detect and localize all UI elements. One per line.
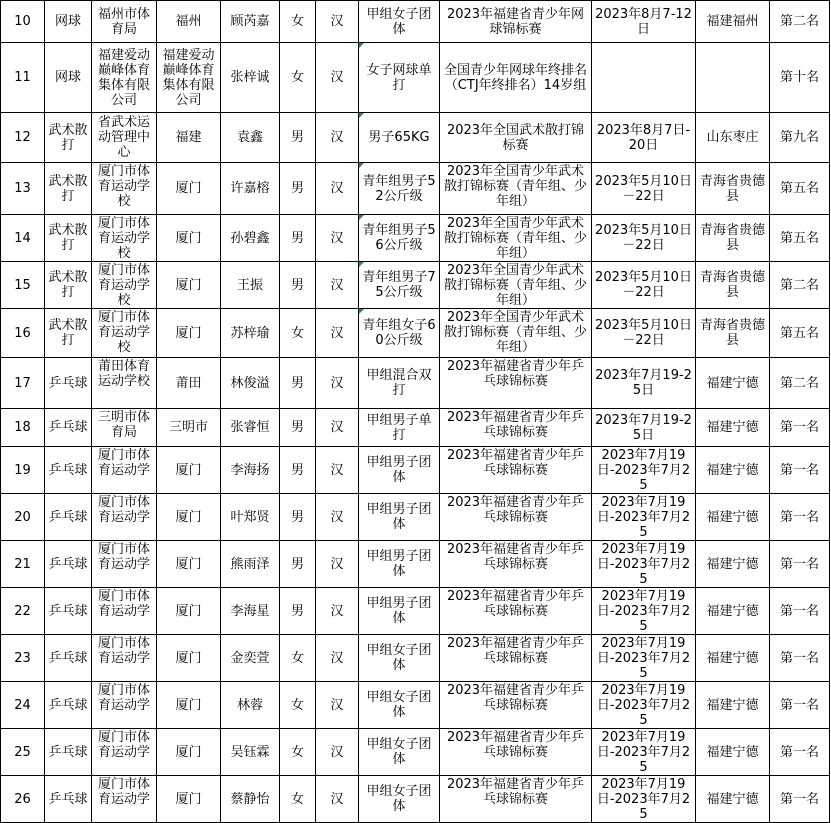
cell-ethnicity[interactable]: 汉: [316, 43, 359, 113]
cell-date[interactable]: 2023年8月7日-20日: [592, 113, 696, 163]
cell-date[interactable]: 2023年7月19日-2023年7月25: [592, 682, 696, 729]
cell-competition[interactable]: 全国青少年网球年终排名（CTJ年终排名）14岁组: [440, 43, 592, 113]
cell-no[interactable]: 15: [1, 262, 45, 309]
cell-event[interactable]: 甲组男子团体: [359, 494, 440, 541]
cell-ethnicity[interactable]: 汉: [316, 635, 359, 682]
cell-no[interactable]: 11: [1, 43, 45, 113]
cell-competition[interactable]: 2023年福建省青少年乒乓球锦标赛: [440, 409, 592, 447]
cell-event[interactable]: 青年组男子75公斤级: [359, 262, 440, 309]
cell-athlete-name[interactable]: 蔡静怡: [221, 776, 280, 823]
cell-no[interactable]: 16: [1, 309, 45, 358]
cell-unit[interactable]: 省武术运动管理中心: [92, 113, 157, 163]
cell-date[interactable]: 2023年7月19-25日: [592, 409, 696, 447]
cell-ethnicity[interactable]: 汉: [316, 682, 359, 729]
cell-rank[interactable]: 第九名: [770, 113, 830, 163]
table-row: [1, 635, 830, 682]
cell-no[interactable]: 12: [1, 113, 45, 163]
cell-athlete-name[interactable]: 林俊溢: [221, 358, 280, 409]
cell-competition[interactable]: 2023年福建省青少年乒乓球锦标赛: [440, 729, 592, 776]
cell-gender[interactable]: 男: [280, 358, 316, 409]
cell-date[interactable]: 2023年7月19-25日: [592, 358, 696, 409]
cell-gender[interactable]: 女: [280, 635, 316, 682]
cell-venue[interactable]: 福建宁德: [696, 409, 770, 447]
cell-athlete-name[interactable]: 许嘉榕: [221, 163, 280, 215]
table-row: [1, 447, 830, 494]
cell-venue[interactable]: [696, 43, 770, 113]
cell-gender[interactable]: 男: [280, 163, 316, 215]
cell-ethnicity[interactable]: 汉: [316, 729, 359, 776]
cell-no[interactable]: 23: [1, 635, 45, 682]
cell-gender[interactable]: 女: [280, 1, 316, 43]
cell-gender[interactable]: 男: [280, 447, 316, 494]
cell-sport[interactable]: 网球: [45, 1, 92, 43]
cell-athlete-name[interactable]: 王振: [221, 262, 280, 309]
cell-ethnicity[interactable]: 汉: [316, 163, 359, 215]
cell-event[interactable]: 甲组混合双打: [359, 358, 440, 409]
table-row: [1, 682, 830, 729]
cell-competition[interactable]: 2023年福建省青少年乒乓球锦标赛: [440, 635, 592, 682]
cell-sport[interactable]: 武术散打: [45, 215, 92, 262]
table-row: [1, 358, 830, 409]
cell-athlete-name[interactable]: 张梓诚: [221, 43, 280, 113]
cell-athlete-name[interactable]: 李海扬: [221, 447, 280, 494]
cell-date[interactable]: 2023年7月19日-2023年7月25: [592, 541, 696, 588]
cell-city[interactable]: 福建: [157, 113, 221, 163]
cell-city[interactable]: 厦门: [157, 541, 221, 588]
cell-date[interactable]: 2023年7月19日-2023年7月25: [592, 494, 696, 541]
cell-unit[interactable]: 厦门市体育运动学: [92, 776, 157, 823]
cell-competition[interactable]: 2023年福建省青少年乒乓球锦标赛: [440, 588, 592, 635]
cell-no[interactable]: 13: [1, 163, 45, 215]
cell-athlete-name[interactable]: 孙碧鑫: [221, 215, 280, 262]
cell-unit[interactable]: 莆田体育运动学校: [92, 358, 157, 409]
cell-gender[interactable]: 女: [280, 729, 316, 776]
table-body: [1, 1, 830, 823]
cell-athlete-name[interactable]: 林蓉: [221, 682, 280, 729]
cell-date[interactable]: [592, 43, 696, 113]
cell-event[interactable]: 甲组女子团体: [359, 776, 440, 823]
cell-no[interactable]: 25: [1, 729, 45, 776]
cell-sport[interactable]: 乒乓球: [45, 541, 92, 588]
table-row: [1, 729, 830, 776]
cell-sport[interactable]: 网球: [45, 43, 92, 113]
cell-venue[interactable]: 福建福州: [696, 1, 770, 43]
cell-city[interactable]: 厦门: [157, 776, 221, 823]
cell-date[interactable]: 2023年8月7-12日: [592, 1, 696, 43]
cell-city[interactable]: 厦门: [157, 682, 221, 729]
cell-event[interactable]: 青年组男子52公斤级: [359, 163, 440, 215]
cell-city[interactable]: 莆田: [157, 358, 221, 409]
cell-athlete-name[interactable]: 袁鑫: [221, 113, 280, 163]
cell-rank[interactable]: 第一名: [770, 494, 830, 541]
cell-no[interactable]: 24: [1, 682, 45, 729]
cell-date[interactable]: 2023年7月19日-2023年7月25: [592, 729, 696, 776]
cell-city[interactable]: 厦门: [157, 309, 221, 358]
cell-unit[interactable]: 福建爱动巅峰体育集体有限公司: [92, 43, 157, 113]
cell-competition[interactable]: 2023年福建省青少年乒乓球锦标赛: [440, 776, 592, 823]
cell-event[interactable]: 女子网球单打: [359, 43, 440, 113]
cell-date[interactable]: 2023年7月19日-2023年7月25: [592, 447, 696, 494]
cell-ethnicity[interactable]: 汉: [316, 494, 359, 541]
cell-unit[interactable]: 厦门市体育运动学: [92, 541, 157, 588]
cell-city[interactable]: 三明市: [157, 409, 221, 447]
cell-venue[interactable]: 青海省贵德县: [696, 215, 770, 262]
cell-city[interactable]: 厦门: [157, 588, 221, 635]
cell-rank[interactable]: 第五名: [770, 309, 830, 358]
cell-venue[interactable]: 福建宁德: [696, 776, 770, 823]
cell-competition[interactable]: 2023年全国青少年武术散打锦标赛（青年组、少年组）: [440, 262, 592, 309]
cell-gender[interactable]: 女: [280, 309, 316, 358]
cell-no[interactable]: 17: [1, 358, 45, 409]
cell-date[interactable]: 2023年5月10日－22日: [592, 215, 696, 262]
cell-sport[interactable]: 乒乓球: [45, 409, 92, 447]
cell-ethnicity[interactable]: 汉: [316, 1, 359, 43]
cell-rank[interactable]: 第二名: [770, 262, 830, 309]
cell-event[interactable]: 男子65KG: [359, 113, 440, 163]
table-row: [1, 541, 830, 588]
cell-unit[interactable]: 厦门市体育运动学: [92, 682, 157, 729]
cell-competition[interactable]: 2023年全国青少年武术散打锦标赛（青年组、少年组）: [440, 163, 592, 215]
cell-no[interactable]: 21: [1, 541, 45, 588]
cell-event[interactable]: 甲组男子团体: [359, 588, 440, 635]
cell-venue[interactable]: 青海省贵德县: [696, 309, 770, 358]
cell-event[interactable]: 青年组男子56公斤级: [359, 215, 440, 262]
table-row: [1, 113, 830, 163]
cell-ethnicity[interactable]: 汉: [316, 358, 359, 409]
cell-no[interactable]: 19: [1, 447, 45, 494]
cell-event[interactable]: 甲组女子团体: [359, 729, 440, 776]
cell-no[interactable]: 18: [1, 409, 45, 447]
cell-sport[interactable]: 武术散打: [45, 309, 92, 358]
cell-city[interactable]: 厦门: [157, 215, 221, 262]
cell-unit[interactable]: 厦门市体育运动学校: [92, 163, 157, 215]
cell-rank[interactable]: 第一名: [770, 588, 830, 635]
cell-gender[interactable]: 女: [280, 682, 316, 729]
cell-rank[interactable]: 第二名: [770, 358, 830, 409]
cell-no[interactable]: 26: [1, 776, 45, 823]
cell-sport[interactable]: 乒乓球: [45, 635, 92, 682]
cell-city[interactable]: 厦门: [157, 729, 221, 776]
cell-unit[interactable]: 三明市体育局: [92, 409, 157, 447]
cell-unit[interactable]: 厦门市体育运动学: [92, 635, 157, 682]
table-row: [1, 309, 830, 358]
cell-sport[interactable]: 武术散打: [45, 113, 92, 163]
cell-ethnicity[interactable]: 汉: [316, 215, 359, 262]
cell-venue[interactable]: 福建宁德: [696, 541, 770, 588]
cell-competition[interactable]: 2023年全国青少年武术散打锦标赛（青年组、少年组）: [440, 309, 592, 358]
cell-date[interactable]: 2023年5月10日－22日: [592, 309, 696, 358]
cell-athlete-name[interactable]: 顾芮嘉: [221, 1, 280, 43]
cell-city[interactable]: 福州: [157, 1, 221, 43]
cell-unit[interactable]: 厦门市体育运动学校: [92, 262, 157, 309]
cell-rank[interactable]: 第五名: [770, 215, 830, 262]
cell-rank[interactable]: 第一名: [770, 409, 830, 447]
cell-unit[interactable]: 福州市体育局: [92, 1, 157, 43]
cell-rank[interactable]: 第一名: [770, 682, 830, 729]
cell-rank[interactable]: 第一名: [770, 635, 830, 682]
cell-venue[interactable]: 青海省贵德县: [696, 163, 770, 215]
cell-event[interactable]: 甲组男子团体: [359, 447, 440, 494]
cell-gender[interactable]: 男: [280, 262, 316, 309]
cell-date[interactable]: 2023年5月10日－22日: [592, 262, 696, 309]
cell-competition[interactable]: 2023年全国武术散打锦标赛: [440, 113, 592, 163]
cell-venue[interactable]: 福建宁德: [696, 588, 770, 635]
cell-athlete-name[interactable]: 熊雨泽: [221, 541, 280, 588]
table-row: [1, 1, 830, 43]
cell-athlete-name[interactable]: 金奕萱: [221, 635, 280, 682]
cell-no[interactable]: 10: [1, 1, 45, 43]
cell-sport[interactable]: 武术散打: [45, 163, 92, 215]
cell-gender[interactable]: 男: [280, 113, 316, 163]
cell-unit[interactable]: 厦门市体育运动学: [92, 494, 157, 541]
cell-date[interactable]: 2023年5月10日－22日: [592, 163, 696, 215]
cell-venue[interactable]: 山东枣庄: [696, 113, 770, 163]
cell-rank[interactable]: 第二名: [770, 1, 830, 43]
cell-gender[interactable]: 男: [280, 541, 316, 588]
cell-city[interactable]: 厦门: [157, 262, 221, 309]
cell-unit[interactable]: 厦门市体育运动学: [92, 729, 157, 776]
table-row: [1, 776, 830, 823]
cell-no[interactable]: 20: [1, 494, 45, 541]
table-row: [1, 163, 830, 215]
cell-event[interactable]: 甲组男子单打: [359, 409, 440, 447]
cell-date[interactable]: 2023年7月19日-2023年7月25: [592, 588, 696, 635]
cell-sport[interactable]: 乒乓球: [45, 729, 92, 776]
cell-venue[interactable]: 福建宁德: [696, 635, 770, 682]
cell-rank[interactable]: 第十名: [770, 43, 830, 113]
cell-venue[interactable]: 福建宁德: [696, 358, 770, 409]
cell-no[interactable]: 14: [1, 215, 45, 262]
cell-gender[interactable]: 男: [280, 588, 316, 635]
cell-city[interactable]: 厦门: [157, 635, 221, 682]
cell-venue[interactable]: 青海省贵德县: [696, 262, 770, 309]
cell-sport[interactable]: 乒乓球: [45, 494, 92, 541]
cell-competition[interactable]: 2023年福建省青少年乒乓球锦标赛: [440, 541, 592, 588]
cell-gender[interactable]: 女: [280, 43, 316, 113]
cell-sport[interactable]: 乒乓球: [45, 588, 92, 635]
table-row: [1, 215, 830, 262]
cell-event[interactable]: 甲组女子团体: [359, 682, 440, 729]
cell-ethnicity[interactable]: 汉: [316, 262, 359, 309]
cell-rank[interactable]: 第五名: [770, 163, 830, 215]
cell-athlete-name[interactable]: 叶郑贤: [221, 494, 280, 541]
cell-venue[interactable]: 福建宁德: [696, 447, 770, 494]
cell-rank[interactable]: 第一名: [770, 541, 830, 588]
cell-city[interactable]: 福建爱动巅峰体育集体有限公司: [157, 43, 221, 113]
cell-ethnicity[interactable]: 汉: [316, 541, 359, 588]
cell-city[interactable]: 厦门: [157, 163, 221, 215]
cell-competition[interactable]: 2023年福建省青少年乒乓球锦标赛: [440, 358, 592, 409]
cell-unit[interactable]: 厦门市体育运动学校: [92, 215, 157, 262]
cell-gender[interactable]: 男: [280, 215, 316, 262]
cell-rank[interactable]: 第一名: [770, 447, 830, 494]
cell-unit[interactable]: 厦门市体育运动学校: [92, 309, 157, 358]
cell-sport[interactable]: 武术散打: [45, 262, 92, 309]
cell-city[interactable]: 厦门: [157, 494, 221, 541]
cell-competition[interactable]: 2023年福建省青少年乒乓球锦标赛: [440, 494, 592, 541]
cell-unit[interactable]: 厦门市体育运动学: [92, 588, 157, 635]
cell-ethnicity[interactable]: 汉: [316, 588, 359, 635]
cell-sport[interactable]: 乒乓球: [45, 358, 92, 409]
cell-date[interactable]: 2023年7月19日-2023年7月25: [592, 635, 696, 682]
cell-rank[interactable]: 第一名: [770, 776, 830, 823]
cell-unit[interactable]: 厦门市体育运动学: [92, 447, 157, 494]
cell-ethnicity[interactable]: 汉: [316, 113, 359, 163]
cell-no[interactable]: 22: [1, 588, 45, 635]
cell-event[interactable]: 甲组女子团体: [359, 1, 440, 43]
cell-venue[interactable]: 福建宁德: [696, 682, 770, 729]
cell-ethnicity[interactable]: 汉: [316, 309, 359, 358]
table-row: [1, 494, 830, 541]
cell-venue[interactable]: 福建宁德: [696, 494, 770, 541]
table-row: [1, 262, 830, 309]
cell-ethnicity[interactable]: 汉: [316, 409, 359, 447]
cell-athlete-name[interactable]: 苏梓瑜: [221, 309, 280, 358]
cell-ethnicity[interactable]: 汉: [316, 447, 359, 494]
cell-ethnicity[interactable]: 汉: [316, 776, 359, 823]
cell-sport[interactable]: 乒乓球: [45, 447, 92, 494]
cell-gender[interactable]: 男: [280, 409, 316, 447]
cell-competition[interactable]: 2023年福建省青少年网球锦标赛: [440, 1, 592, 43]
cell-sport[interactable]: 乒乓球: [45, 682, 92, 729]
cell-gender[interactable]: 男: [280, 494, 316, 541]
cell-competition[interactable]: 2023年福建省青少年乒乓球锦标赛: [440, 682, 592, 729]
cell-event[interactable]: 甲组女子团体: [359, 635, 440, 682]
table-row: [1, 43, 830, 113]
cell-date[interactable]: 2023年7月19日-2023年7月25: [592, 776, 696, 823]
cell-sport[interactable]: 乒乓球: [45, 776, 92, 823]
cell-city[interactable]: 厦门: [157, 447, 221, 494]
cell-venue[interactable]: 福建宁德: [696, 729, 770, 776]
cell-athlete-name[interactable]: 吴钰霖: [221, 729, 280, 776]
cell-rank[interactable]: 第一名: [770, 729, 830, 776]
cell-competition[interactable]: 2023年全国青少年武术散打锦标赛（青年组、少年组）: [440, 215, 592, 262]
cell-gender[interactable]: 女: [280, 776, 316, 823]
cell-competition[interactable]: 2023年福建省青少年乒乓球锦标赛: [440, 447, 592, 494]
cell-athlete-name[interactable]: 李海星: [221, 588, 280, 635]
cell-event[interactable]: 甲组男子团体: [359, 541, 440, 588]
cell-event[interactable]: 青年组女子60公斤级: [359, 309, 440, 358]
table-row: [1, 588, 830, 635]
table-row: [1, 409, 830, 447]
cell-athlete-name[interactable]: 张睿恒: [221, 409, 280, 447]
